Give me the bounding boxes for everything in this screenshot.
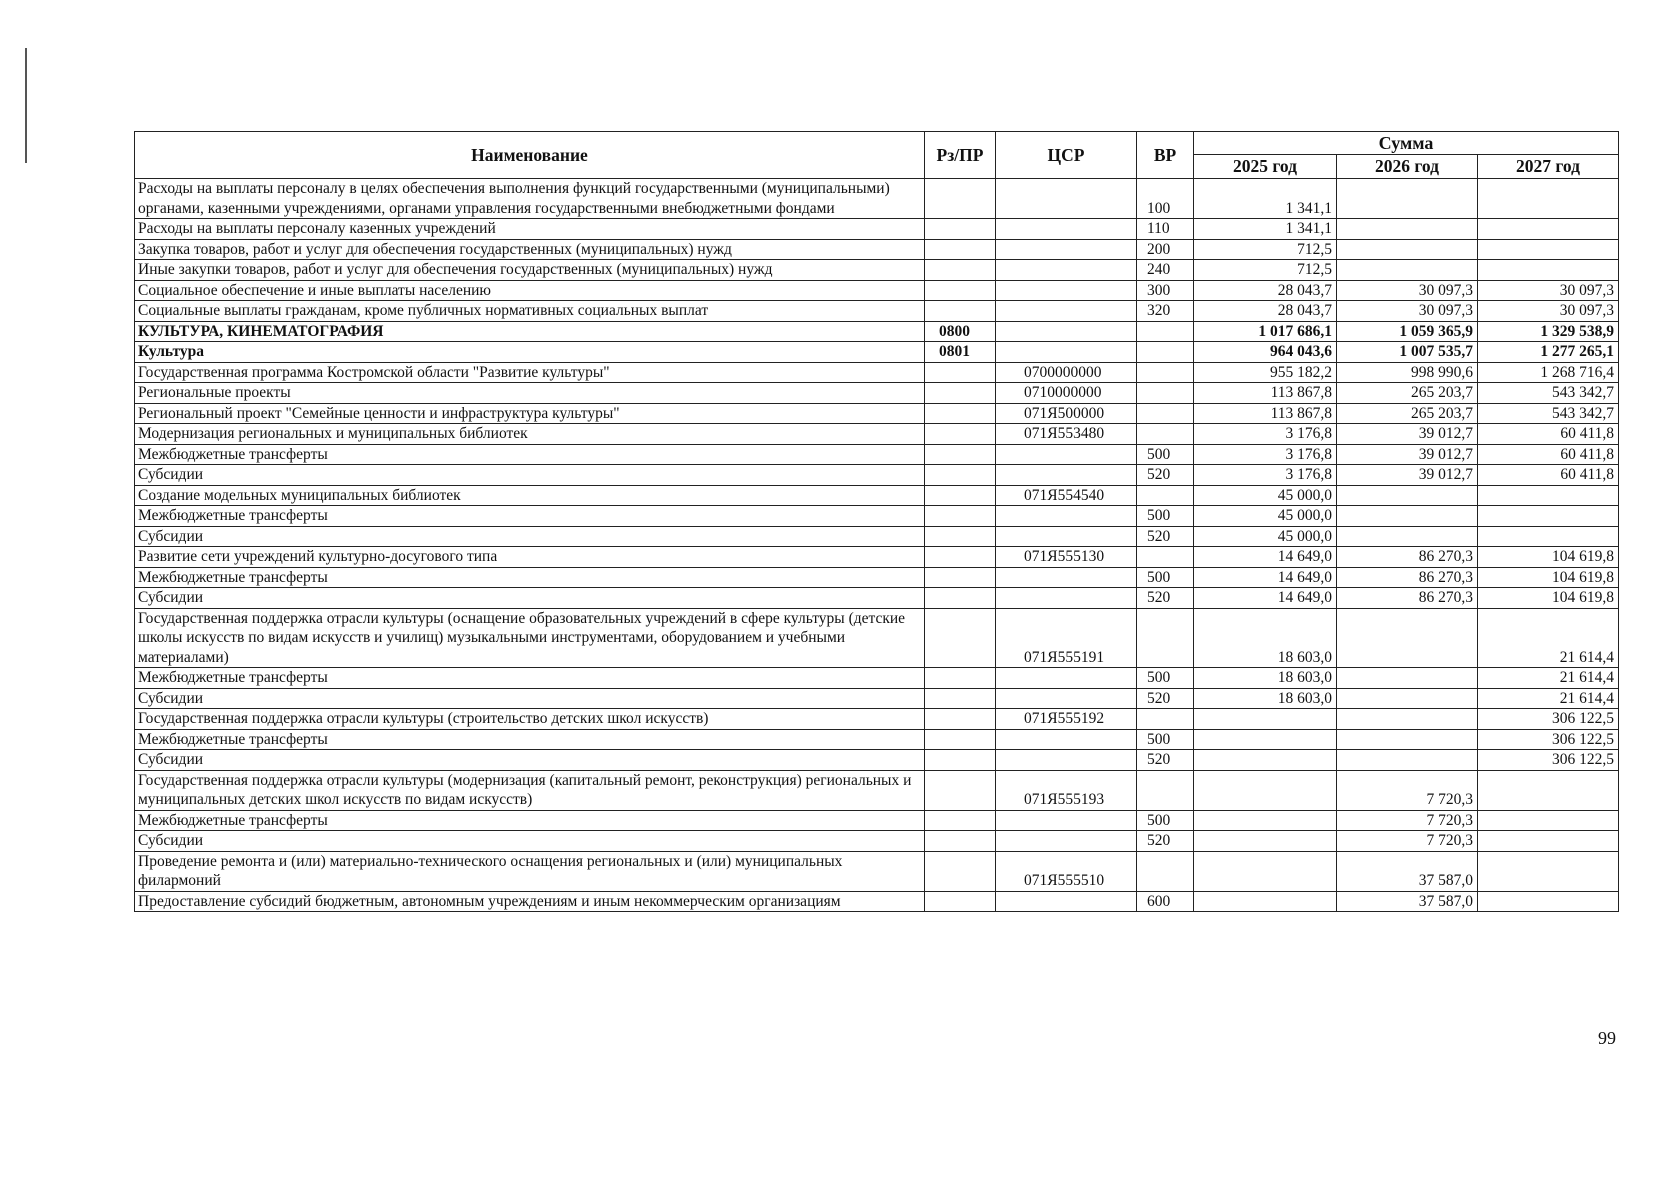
- cell-2027: 60 411,8: [1478, 465, 1619, 486]
- cell-csr: [996, 342, 1137, 363]
- cell-csr: 0710000000: [996, 383, 1137, 404]
- cell-csr: [996, 567, 1137, 588]
- cell-name: Региональные проекты: [135, 383, 925, 404]
- cell-name: Государственная программа Костромской области "Развитие культуры": [135, 362, 925, 383]
- cell-2026: 30 097,3: [1337, 280, 1478, 301]
- cell-2025: [1194, 729, 1337, 750]
- cell-2025: 28 043,7: [1194, 280, 1337, 301]
- cell-2026: [1337, 179, 1478, 219]
- cell-csr: 071Я555193: [996, 770, 1137, 810]
- cell-2025: 1 017 686,1: [1194, 321, 1337, 342]
- cell-rzpr: [925, 891, 996, 912]
- cell-2027: 21 614,4: [1478, 688, 1619, 709]
- table-row: [135, 526, 1619, 547]
- cell-2026: [1337, 506, 1478, 527]
- cell-2025: [1194, 750, 1337, 771]
- cell-2025: [1194, 831, 1337, 852]
- cell-vr: 500: [1137, 729, 1194, 750]
- table-row: [135, 362, 1619, 383]
- cell-vr: [1137, 383, 1194, 404]
- table-row: [135, 260, 1619, 281]
- cell-name: Региональный проект "Семейные ценности и инфраструктура культуры": [135, 403, 925, 424]
- cell-csr: [996, 729, 1137, 750]
- cell-2026: [1337, 709, 1478, 730]
- table-row: [135, 831, 1619, 852]
- cell-2025: 18 603,0: [1194, 688, 1337, 709]
- cell-csr: [996, 668, 1137, 689]
- cell-vr: 520: [1137, 465, 1194, 486]
- cell-csr: [996, 280, 1137, 301]
- table-row: [135, 506, 1619, 527]
- cell-2027: 60 411,8: [1478, 424, 1619, 445]
- cell-2025: 964 043,6: [1194, 342, 1337, 363]
- cell-2025: 45 000,0: [1194, 506, 1337, 527]
- table-row: [135, 729, 1619, 750]
- table-row: [135, 547, 1619, 568]
- cell-name: Расходы на выплаты персоналу казенных учреждений: [135, 219, 925, 240]
- cell-2027: [1478, 831, 1619, 852]
- cell-rzpr: [925, 260, 996, 281]
- cell-2026: 1 059 365,9: [1337, 321, 1478, 342]
- cell-csr: [996, 810, 1137, 831]
- cell-rzpr: [925, 851, 996, 891]
- cell-vr: 500: [1137, 567, 1194, 588]
- cell-rzpr: [925, 688, 996, 709]
- cell-2026: [1337, 260, 1478, 281]
- cell-csr: [996, 321, 1137, 342]
- cell-name: Модернизация региональных и муниципальных библиотек: [135, 424, 925, 445]
- table-row: [135, 485, 1619, 506]
- cell-name: Межбюджетные трансферты: [135, 567, 925, 588]
- cell-2025: 14 649,0: [1194, 567, 1337, 588]
- cell-name: Создание модельных муниципальных библиотек: [135, 485, 925, 506]
- cell-2027: [1478, 891, 1619, 912]
- cell-name: Закупка товаров, работ и услуг для обеспечения государственных (муниципальных) нужд: [135, 239, 925, 260]
- cell-vr: [1137, 770, 1194, 810]
- table-row: [135, 567, 1619, 588]
- cell-csr: 071Я555130: [996, 547, 1137, 568]
- cell-2026: [1337, 608, 1478, 668]
- cell-rzpr: [925, 301, 996, 322]
- cell-2025: 955 182,2: [1194, 362, 1337, 383]
- cell-2027: [1478, 506, 1619, 527]
- cell-rzpr: [925, 668, 996, 689]
- cell-rzpr: 0801: [925, 342, 996, 363]
- cell-2027: [1478, 526, 1619, 547]
- cell-2026: [1337, 485, 1478, 506]
- cell-rzpr: [925, 465, 996, 486]
- cell-2026: [1337, 668, 1478, 689]
- cell-2026: [1337, 526, 1478, 547]
- cell-2026: 998 990,6: [1337, 362, 1478, 383]
- cell-csr: 071Я555510: [996, 851, 1137, 891]
- cell-csr: [996, 831, 1137, 852]
- cell-rzpr: [925, 383, 996, 404]
- cell-rzpr: [925, 280, 996, 301]
- cell-name: Развитие сети учреждений культурно-досугового типа: [135, 547, 925, 568]
- cell-name: КУЛЬТУРА, КИНЕМАТОГРАФИЯ: [135, 321, 925, 342]
- table-row: [135, 891, 1619, 912]
- cell-csr: [996, 506, 1137, 527]
- cell-vr: [1137, 424, 1194, 445]
- table-row: [135, 321, 1619, 342]
- cell-2027: 306 122,5: [1478, 750, 1619, 771]
- table-row: [135, 219, 1619, 240]
- cell-2025: 3 176,8: [1194, 465, 1337, 486]
- cell-vr: 520: [1137, 750, 1194, 771]
- cell-2027: 104 619,8: [1478, 567, 1619, 588]
- cell-rzpr: [925, 219, 996, 240]
- cell-2026: 39 012,7: [1337, 465, 1478, 486]
- cell-csr: [996, 891, 1137, 912]
- cell-2025: [1194, 709, 1337, 730]
- cell-vr: 500: [1137, 668, 1194, 689]
- cell-name: Государственная поддержка отрасли культуры (оснащение образовательных учреждений в сфере культуры (детские школы искусств по видам искусств и училищ) музыкальными инструментами, оборудованием и учебными материалами): [135, 608, 925, 668]
- cell-name: Субсидии: [135, 688, 925, 709]
- cell-csr: [996, 239, 1137, 260]
- table-row: [135, 770, 1619, 810]
- table-row: [135, 239, 1619, 260]
- cell-2026: 86 270,3: [1337, 588, 1478, 609]
- cell-name: Предоставление субсидий бюджетным, автономным учреждениям и иным некоммерческим организациям: [135, 891, 925, 912]
- cell-2027: [1478, 260, 1619, 281]
- cell-name: Культура: [135, 342, 925, 363]
- cell-rzpr: [925, 403, 996, 424]
- cell-rzpr: [925, 485, 996, 506]
- cell-csr: 071Я554540: [996, 485, 1137, 506]
- cell-csr: [996, 588, 1137, 609]
- cell-csr: [996, 301, 1137, 322]
- cell-2026: [1337, 239, 1478, 260]
- cell-rzpr: [925, 526, 996, 547]
- cell-vr: 520: [1137, 588, 1194, 609]
- cell-2026: [1337, 750, 1478, 771]
- cell-name: Расходы на выплаты персоналу в целях обеспечения выполнения функций государственными (муниципальными) органами, казенными учреждениями, органами управления государственными внебюджетными фондами: [135, 179, 925, 219]
- cell-vr: [1137, 485, 1194, 506]
- cell-name: Субсидии: [135, 750, 925, 771]
- cell-2026: 39 012,7: [1337, 424, 1478, 445]
- table-header: [135, 132, 1619, 179]
- cell-rzpr: [925, 608, 996, 668]
- header-year-2025: 2025 год: [1194, 155, 1337, 179]
- cell-name: Иные закупки товаров, работ и услуг для обеспечения государственных (муниципальных) нужд: [135, 260, 925, 281]
- scan-margin-mark: [25, 48, 27, 163]
- cell-vr: [1137, 321, 1194, 342]
- cell-2025: 113 867,8: [1194, 383, 1337, 404]
- cell-2027: 30 097,3: [1478, 280, 1619, 301]
- header-csr: ЦСР: [996, 132, 1137, 179]
- cell-rzpr: [925, 239, 996, 260]
- cell-vr: 520: [1137, 831, 1194, 852]
- cell-vr: 100: [1137, 179, 1194, 219]
- cell-vr: 320: [1137, 301, 1194, 322]
- cell-2025: [1194, 891, 1337, 912]
- cell-2025: 712,5: [1194, 260, 1337, 281]
- table-row: [135, 342, 1619, 363]
- cell-2027: [1478, 179, 1619, 219]
- cell-2027: 543 342,7: [1478, 383, 1619, 404]
- cell-vr: 240: [1137, 260, 1194, 281]
- cell-csr: [996, 526, 1137, 547]
- cell-2026: [1337, 688, 1478, 709]
- cell-2026: 7 720,3: [1337, 770, 1478, 810]
- cell-vr: [1137, 851, 1194, 891]
- cell-2025: [1194, 851, 1337, 891]
- header-name: Наименование: [135, 132, 925, 179]
- cell-name: Межбюджетные трансферты: [135, 729, 925, 750]
- cell-rzpr: [925, 729, 996, 750]
- cell-vr: 500: [1137, 506, 1194, 527]
- cell-rzpr: [925, 179, 996, 219]
- cell-rzpr: [925, 506, 996, 527]
- cell-2026: 86 270,3: [1337, 567, 1478, 588]
- cell-2027: [1478, 810, 1619, 831]
- header-year-2026: 2026 год: [1337, 155, 1478, 179]
- cell-csr: 071Я555192: [996, 709, 1137, 730]
- header-vr: ВР: [1137, 132, 1194, 179]
- cell-2026: 7 720,3: [1337, 831, 1478, 852]
- cell-csr: 071Я555191: [996, 608, 1137, 668]
- cell-name: Социальные выплаты гражданам, кроме публичных нормативных социальных выплат: [135, 301, 925, 322]
- cell-2027: [1478, 851, 1619, 891]
- cell-2025: 3 176,8: [1194, 424, 1337, 445]
- cell-2027: 104 619,8: [1478, 547, 1619, 568]
- cell-2027: 104 619,8: [1478, 588, 1619, 609]
- cell-2027: 21 614,4: [1478, 608, 1619, 668]
- cell-vr: 200: [1137, 239, 1194, 260]
- cell-2025: [1194, 770, 1337, 810]
- cell-csr: 071Я553480: [996, 424, 1137, 445]
- cell-vr: [1137, 608, 1194, 668]
- cell-csr: 071Я500000: [996, 403, 1137, 424]
- cell-rzpr: [925, 362, 996, 383]
- cell-2026: 37 587,0: [1337, 891, 1478, 912]
- cell-name: Субсидии: [135, 465, 925, 486]
- cell-2025: 14 649,0: [1194, 588, 1337, 609]
- cell-2027: [1478, 219, 1619, 240]
- cell-rzpr: [925, 547, 996, 568]
- budget-table: [134, 131, 1619, 912]
- cell-2027: 60 411,8: [1478, 444, 1619, 465]
- cell-vr: [1137, 547, 1194, 568]
- cell-2026: 37 587,0: [1337, 851, 1478, 891]
- table-row: [135, 688, 1619, 709]
- cell-csr: [996, 219, 1137, 240]
- cell-name: Субсидии: [135, 588, 925, 609]
- cell-2027: 30 097,3: [1478, 301, 1619, 322]
- cell-vr: 300: [1137, 280, 1194, 301]
- cell-csr: [996, 465, 1137, 486]
- cell-2027: [1478, 770, 1619, 810]
- header-rzpr: Рз/ПР: [925, 132, 996, 179]
- header-year-2027: 2027 год: [1478, 155, 1619, 179]
- cell-2025: 45 000,0: [1194, 485, 1337, 506]
- cell-rzpr: [925, 750, 996, 771]
- cell-2025: 18 603,0: [1194, 668, 1337, 689]
- cell-vr: 500: [1137, 810, 1194, 831]
- cell-2027: [1478, 239, 1619, 260]
- cell-2025: 18 603,0: [1194, 608, 1337, 668]
- cell-2027: 306 122,5: [1478, 729, 1619, 750]
- cell-vr: [1137, 709, 1194, 730]
- cell-vr: 600: [1137, 891, 1194, 912]
- cell-2025: 113 867,8: [1194, 403, 1337, 424]
- cell-2026: 7 720,3: [1337, 810, 1478, 831]
- cell-2026: 86 270,3: [1337, 547, 1478, 568]
- table-row: [135, 709, 1619, 730]
- page-number: 99: [1598, 1028, 1616, 1048]
- table-body: [135, 179, 1619, 912]
- table-row: [135, 424, 1619, 445]
- cell-csr: [996, 260, 1137, 281]
- table-row: [135, 383, 1619, 404]
- cell-rzpr: [925, 567, 996, 588]
- cell-2025: 45 000,0: [1194, 526, 1337, 547]
- cell-name: Субсидии: [135, 831, 925, 852]
- cell-vr: [1137, 403, 1194, 424]
- cell-name: Проведение ремонта и (или) материально-технического оснащения региональных и (или) муниципальных филармоний: [135, 851, 925, 891]
- cell-vr: 520: [1137, 688, 1194, 709]
- cell-2026: [1337, 729, 1478, 750]
- cell-rzpr: [925, 588, 996, 609]
- cell-name: Государственная поддержка отрасли культуры (модернизация (капитальный ремонт, реконструкция) региональных и муниципальных детских школ искусств по видам искусств): [135, 770, 925, 810]
- table-row: [135, 810, 1619, 831]
- cell-2027: 1 277 265,1: [1478, 342, 1619, 363]
- cell-2027: 21 614,4: [1478, 668, 1619, 689]
- cell-2027: 1 329 538,9: [1478, 321, 1619, 342]
- cell-rzpr: 0800: [925, 321, 996, 342]
- cell-2027: [1478, 485, 1619, 506]
- cell-2025: 28 043,7: [1194, 301, 1337, 322]
- cell-vr: [1137, 342, 1194, 363]
- cell-2026: 1 007 535,7: [1337, 342, 1478, 363]
- cell-2027: 1 268 716,4: [1478, 362, 1619, 383]
- cell-2025: 14 649,0: [1194, 547, 1337, 568]
- cell-2025: 3 176,8: [1194, 444, 1337, 465]
- cell-rzpr: [925, 444, 996, 465]
- cell-vr: 500: [1137, 444, 1194, 465]
- cell-name: Социальное обеспечение и иные выплаты населению: [135, 280, 925, 301]
- cell-csr: [996, 444, 1137, 465]
- table-row: [135, 301, 1619, 322]
- cell-2026: 265 203,7: [1337, 383, 1478, 404]
- table-row: [135, 179, 1619, 219]
- cell-name: Межбюджетные трансферты: [135, 668, 925, 689]
- cell-2026: [1337, 219, 1478, 240]
- cell-vr: 520: [1137, 526, 1194, 547]
- cell-name: Межбюджетные трансферты: [135, 810, 925, 831]
- table-row: [135, 851, 1619, 891]
- cell-rzpr: [925, 770, 996, 810]
- cell-vr: [1137, 362, 1194, 383]
- cell-vr: 110: [1137, 219, 1194, 240]
- cell-name: Субсидии: [135, 526, 925, 547]
- cell-csr: 0700000000: [996, 362, 1137, 383]
- cell-2026: 30 097,3: [1337, 301, 1478, 322]
- cell-rzpr: [925, 709, 996, 730]
- cell-csr: [996, 688, 1137, 709]
- cell-2027: 543 342,7: [1478, 403, 1619, 424]
- cell-2025: [1194, 810, 1337, 831]
- cell-name: Межбюджетные трансферты: [135, 506, 925, 527]
- cell-csr: [996, 750, 1137, 771]
- cell-2025: 1 341,1: [1194, 219, 1337, 240]
- table-row: [135, 465, 1619, 486]
- table-row: [135, 668, 1619, 689]
- cell-name: Межбюджетные трансферты: [135, 444, 925, 465]
- table-row: [135, 444, 1619, 465]
- cell-2027: 306 122,5: [1478, 709, 1619, 730]
- header-summa: Сумма: [1194, 132, 1619, 155]
- cell-rzpr: [925, 831, 996, 852]
- cell-2026: 265 203,7: [1337, 403, 1478, 424]
- cell-2025: 712,5: [1194, 239, 1337, 260]
- table-row: [135, 750, 1619, 771]
- cell-rzpr: [925, 810, 996, 831]
- table-row: [135, 280, 1619, 301]
- cell-name: Государственная поддержка отрасли культуры (строительство детских школ искусств): [135, 709, 925, 730]
- cell-2025: 1 341,1: [1194, 179, 1337, 219]
- cell-2026: 39 012,7: [1337, 444, 1478, 465]
- cell-rzpr: [925, 424, 996, 445]
- table-row: [135, 608, 1619, 668]
- cell-csr: [996, 179, 1137, 219]
- table-row: [135, 588, 1619, 609]
- table-row: [135, 403, 1619, 424]
